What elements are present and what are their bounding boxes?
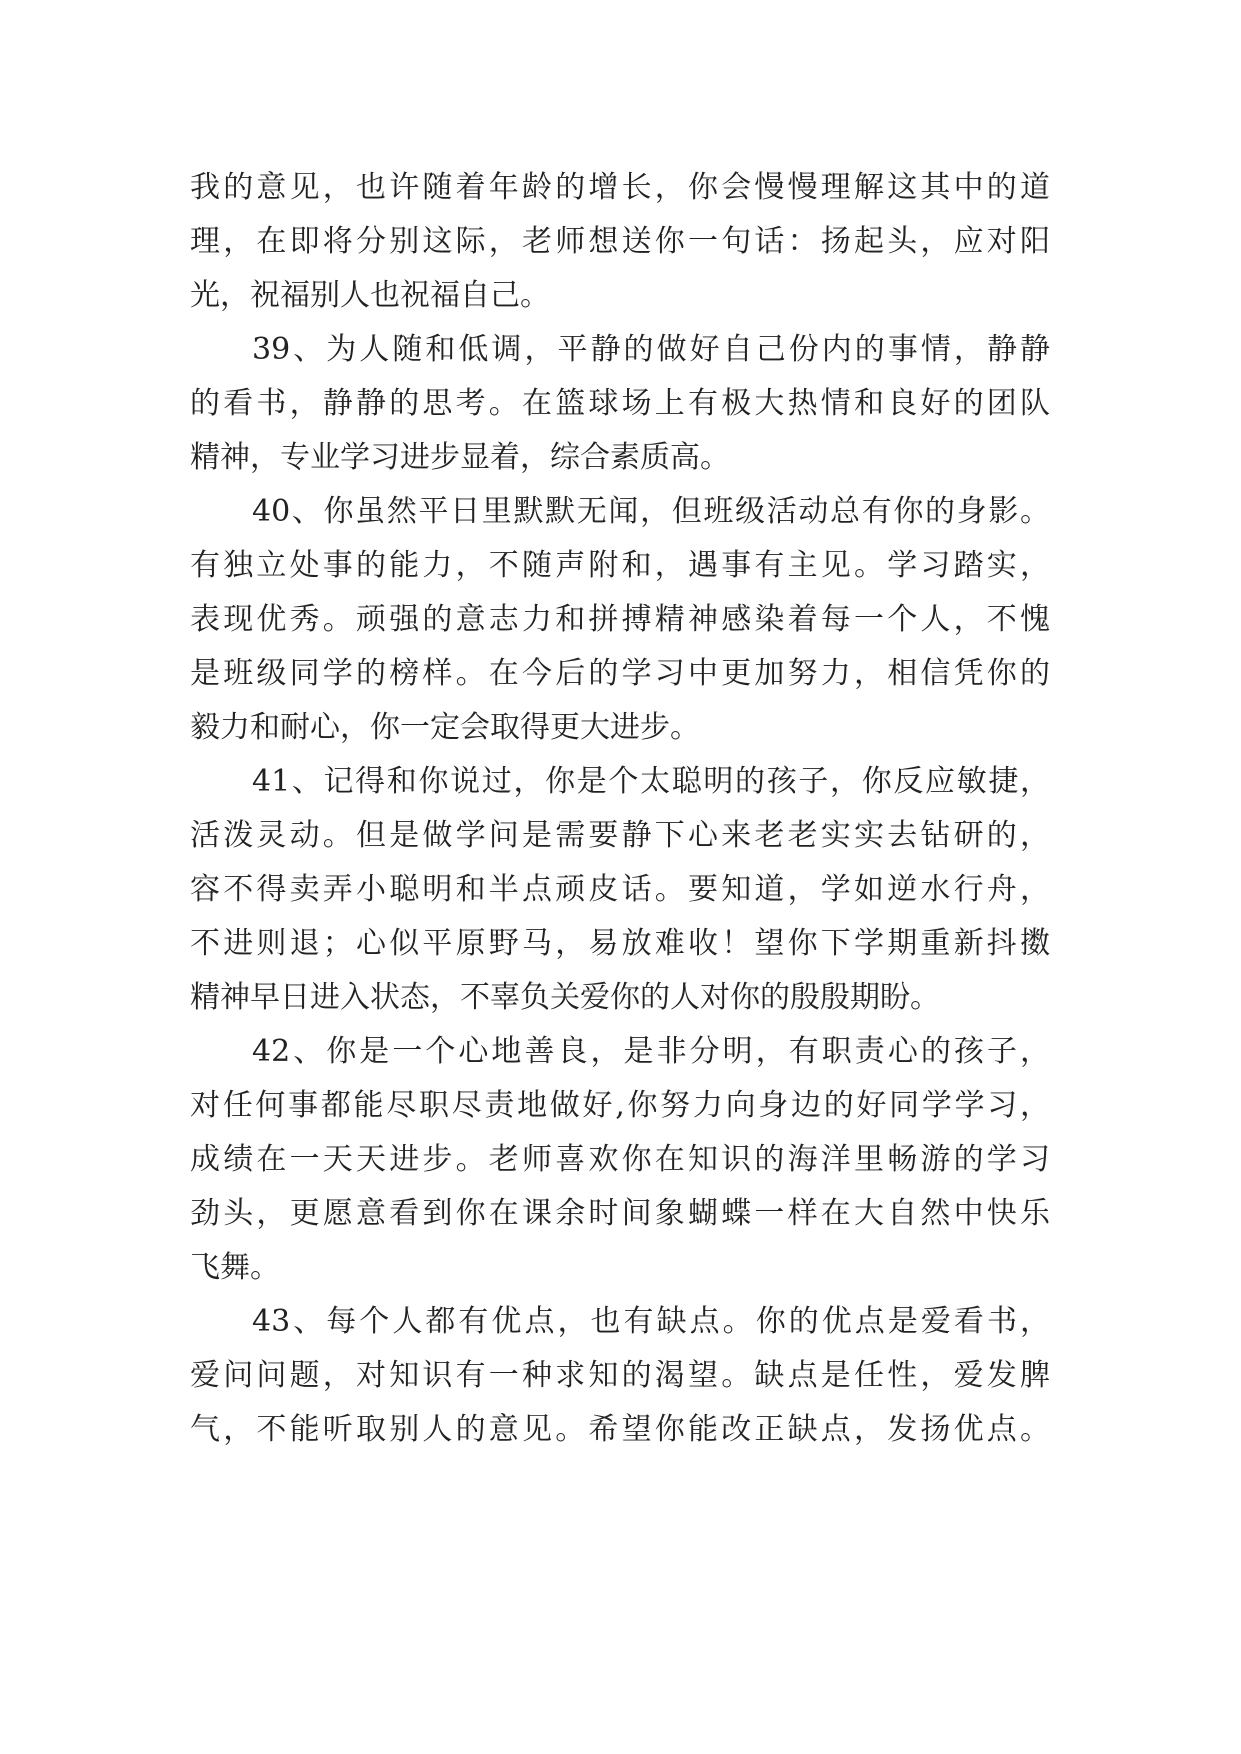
- paragraph-40-first-line: 40、你虽然平日里默默无闻，但班级活动总有你的身影。: [252, 494, 1050, 529]
- text-line: 光，祝福别人也祝福自己。: [190, 278, 550, 313]
- text-line: 是班级同学的榜样。在今后的学习中更加努力，相信凭你的: [190, 656, 1050, 691]
- text-line: 活泼灵动。但是做学问是需要静下心来老老实实去钻研的，: [190, 818, 1050, 853]
- text-line: 理，在即将分别这际，老师想送你一句话：扬起头，应对阳: [190, 224, 1050, 259]
- text-line: 容不得卖弄小聪明和半点顽皮话。要知道，学如逆水行舟，: [190, 872, 1050, 907]
- text-line: 劲头，更愿意看到你在课余时间象蝴蝶一样在大自然中快乐: [190, 1196, 1050, 1231]
- text-line: 成绩在一天天进步。老师喜欢你在知识的海洋里畅游的学习: [190, 1142, 1050, 1177]
- paragraph-39-first-line: 39、为人随和低调，平静的做好自己份内的事情，静静: [252, 332, 1050, 367]
- paragraph-41-first-line: 41、记得和你说过，你是个太聪明的孩子，你反应敏捷，: [252, 764, 1050, 799]
- text-line: 精神，专业学习进步显着，综合素质高。: [190, 440, 730, 475]
- text-line: 对任何事都能尽职尽责地做好,你努力向身边的好同学学习，: [190, 1088, 1050, 1123]
- text-line: 气，不能听取别人的意见。希望你能改正缺点，发扬优点。: [190, 1412, 1050, 1447]
- text-line: 精神早日进入状态，不辜负关爱你的人对你的殷殷期盼。: [190, 980, 940, 1015]
- text-line: 爱问问题，对知识有一种求知的渴望。缺点是任性，爱发脾: [190, 1358, 1050, 1393]
- paragraph-42-first-line: 42、你是一个心地善良，是非分明，有职责心的孩子，: [252, 1034, 1050, 1069]
- text-line: 飞舞。: [190, 1250, 280, 1285]
- paragraph-43-first-line: 43、每个人都有优点，也有缺点。你的优点是爱看书，: [252, 1304, 1050, 1339]
- text-line: 的看书，静静的思考。在篮球场上有极大热情和良好的团队: [190, 386, 1050, 421]
- text-line: 毅力和耐心，你一定会取得更大进步。: [190, 710, 700, 745]
- text-line: 不进则退；心似平原野马，易放难收！望你下学期重新抖擞: [190, 926, 1050, 961]
- text-line: 我的意见，也许随着年龄的增长，你会慢慢理解这其中的道: [190, 170, 1050, 205]
- text-line: 有独立处事的能力，不随声附和，遇事有主见。学习踏实，: [190, 548, 1050, 583]
- text-line: 表现优秀。顽强的意志力和拼搏精神感染着每一个人，不愧: [190, 602, 1050, 637]
